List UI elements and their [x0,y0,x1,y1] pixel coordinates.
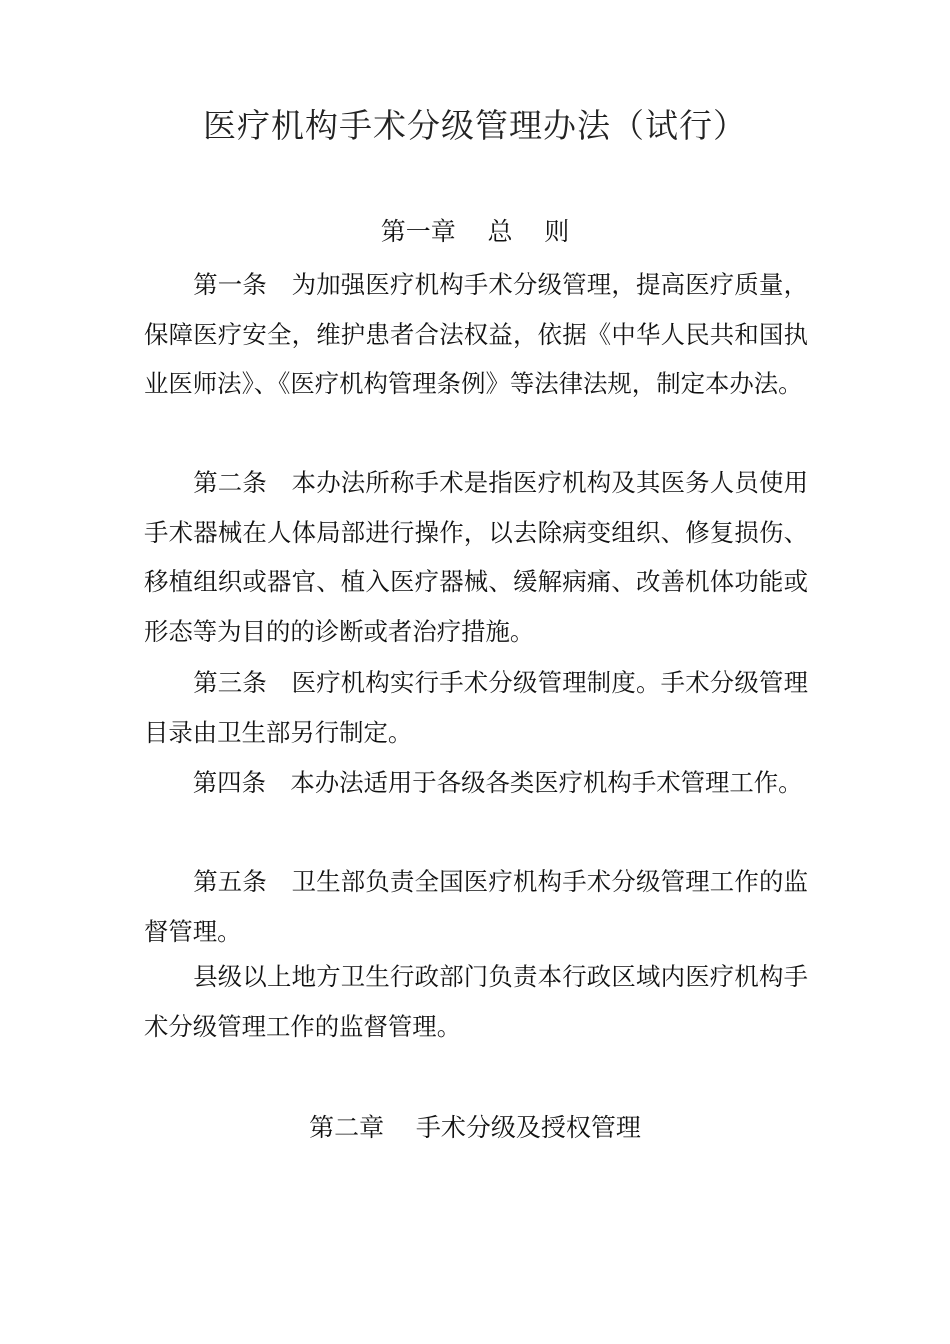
article-1: 第一条 为加强医疗机构手术分级管理，提高医疗质量，保障医疗安全，维护患者合法权益，依据《中华人民共和国执业医师法》、《医疗机构管理条例》等法律法规，制定本办法。 [144,270,808,399]
article-3: 第三条 医疗机构实行手术分级管理制度。手术分级管理目录由卫生部另行制定。 [144,668,808,747]
article-5: 第五条 卫生部负责全国医疗机构手术分级管理工作的监督管理。 [144,867,808,946]
document-title: 医疗机构手术分级管理办法（试行） [203,106,747,145]
article-5-paragraph-2: 县级以上地方卫生行政部门负责本行政区域内医疗机构手术分级管理工作的监督管理。 [144,962,808,1041]
article-2: 第二条 本办法所称手术是指医疗机构及其医务人员使用手术器械在人体局部进行操作，以去除病变组织、修复损伤、移植组织或器官、植入医疗器械、缓解病痛、改善机体功能或形态等为目的的诊断或者治疗措施。 [144,468,808,646]
chapter-heading-2: 第二章 手术分级及授权管理 [309,1113,641,1142]
chapter-heading-1: 第一章 总 则 [380,217,570,246]
article-4: 第四条 本办法适用于各级各类医疗机构手术管理工作。 [144,768,803,797]
